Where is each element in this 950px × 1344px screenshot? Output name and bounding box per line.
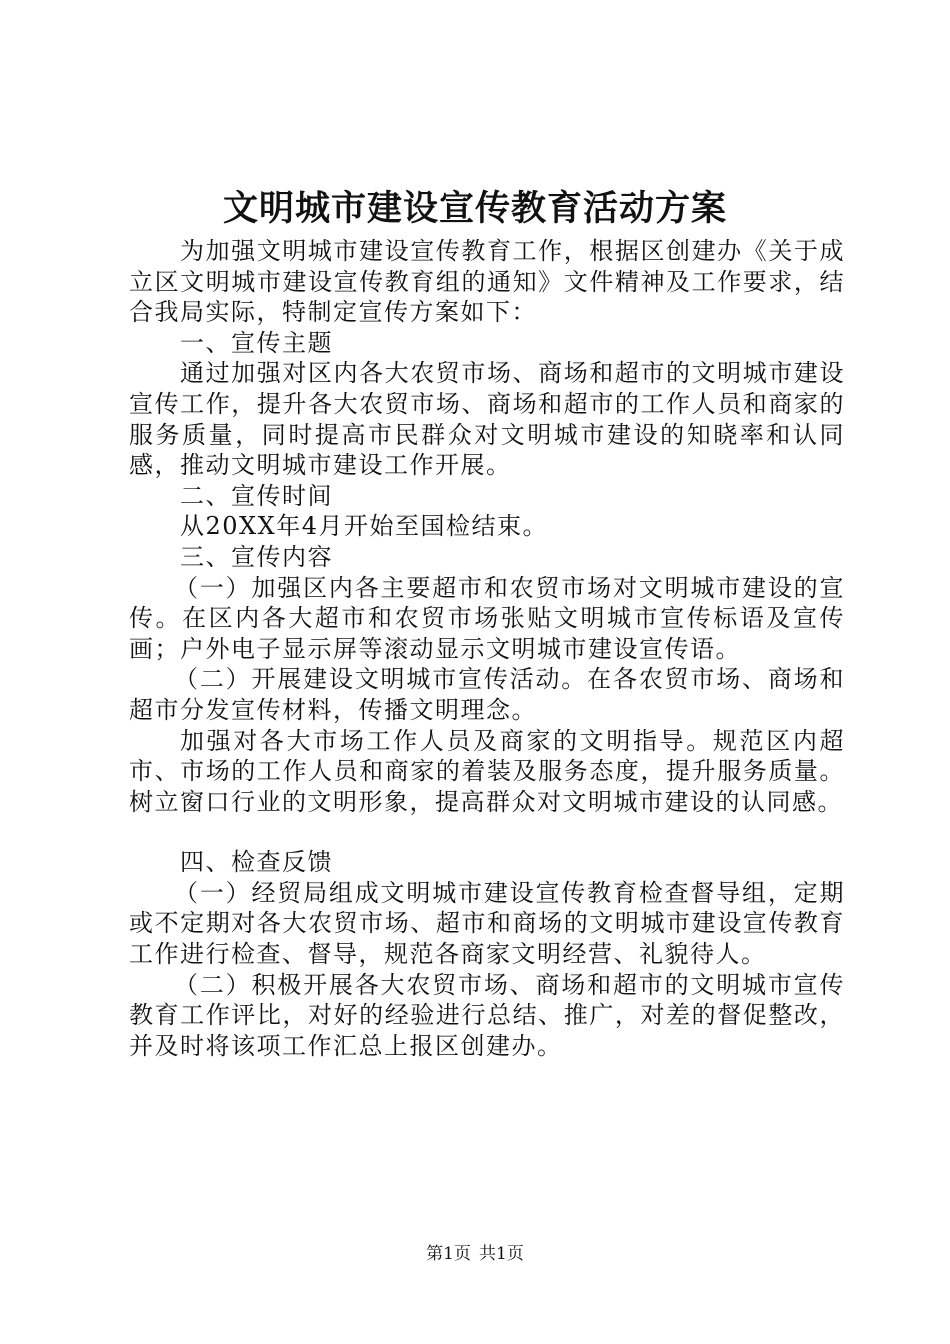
- theme-paragraph: 通过加强对区内各大农贸市场、商场和超市的文明城市建设宣传工作，提升各大农贸市场、商场和超市的工作人员和商家的服务质量，同时提高市民群众对文明城市建设的知晓率和认同感，推动文明城市建设工作开展。: [129, 359, 845, 480]
- content-guidance-paragraph: 加强对各大市场工作人员及商家的文明指导。规范区内超市、市场的工作人员和商家的着装及服务态度，提升服务质量。树立窗口行业的文明形象，提高群众对文明城市建设的认同感。: [129, 726, 845, 816]
- time-paragraph: 从20XX年4月开始至国检结束。: [180, 512, 548, 541]
- content-item-2: （二）开展建设文明城市宣传活动。在各农贸市场、商场和超市分发宣传材料，传播文明理念。: [129, 665, 845, 724]
- section-heading-content: 三、宣传内容: [180, 542, 333, 571]
- intro-paragraph: 为加强文明城市建设宣传教育工作，根据区创建办《关于成立区文明城市建设宣传教育组的通知》文件精神及工作要求，结合我局实际，特制定宣传方案如下：: [129, 237, 845, 327]
- feedback-item-1: （一）经贸局组成文明城市建设宣传教育检查督导组，定期或不定期对各大农贸市场、超市和商场的文明城市建设宣传教育工作进行检查、督导，规范各商家文明经营、礼貌待人。: [129, 878, 845, 969]
- document-body: [129, 236, 845, 1061]
- feedback-item-2: （二）积极开展各大农贸市场、商场和超市的文明城市宣传教育工作评比，对好的经验进行总结、推广，对差的督促整改，并及时将该项工作汇总上报区创建办。: [129, 970, 845, 1060]
- section-heading-feedback: 四、检查反馈: [180, 848, 333, 877]
- document-title: 文明城市建设宣传教育活动方案: [222, 189, 727, 229]
- page-footer: [0, 1243, 950, 1265]
- content-item-1: （一）加强区内各主要超市和农贸市场对文明城市建设的宣传。在区内各大超市和农贸市场张贴文明城市宣传标语及宣传画；户外电子显示屏等滚动显示文明城市建设宣传语。: [129, 573, 845, 663]
- page-number: 第1页: [426, 1244, 471, 1264]
- page-total: 共1页: [479, 1244, 524, 1264]
- section-heading-time: 二、宣传时间: [180, 481, 333, 510]
- section-heading-theme: 一、宣传主题: [180, 328, 333, 357]
